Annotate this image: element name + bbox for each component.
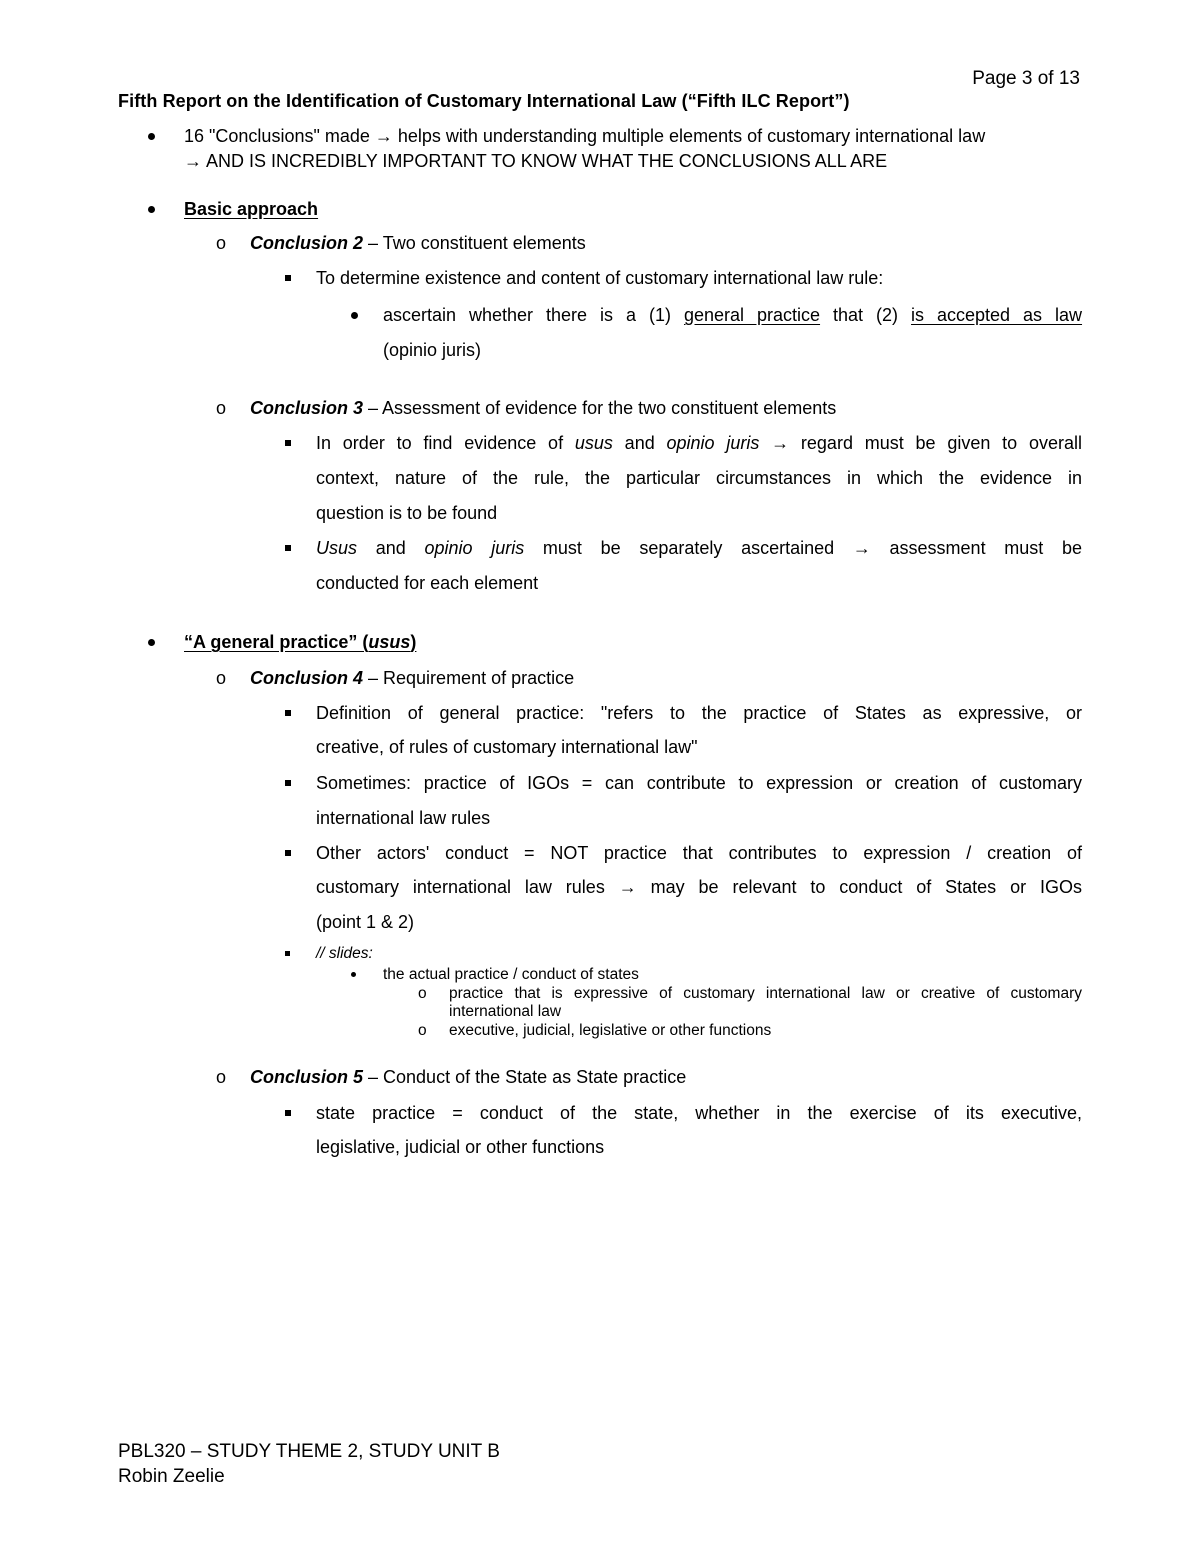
- text-part: ascertain whether there is a (1): [383, 305, 684, 325]
- conclusion-5-point-1-line-1: state practice = conduct of the state, whether in the exercise of its executive,: [316, 1103, 1082, 1123]
- footer-course: PBL320 – STUDY THEME 2, STUDY UNIT B: [118, 1441, 500, 1462]
- text-part: In order to find evidence of: [316, 433, 575, 453]
- conclusion-2-point-1: To determine existence and content of customary international law rule:: [316, 268, 884, 288]
- conclusion-4-label: Conclusion 4: [250, 668, 364, 688]
- text-part: → regard must be given to overall: [759, 433, 1082, 453]
- text-part: and: [357, 538, 425, 558]
- section-heading-basic-approach: Basic approach: [184, 199, 319, 219]
- conclusion-4-point-1-line-1: Definition of general practice: "refers to the practice of States as expressive, or: [316, 703, 1082, 723]
- section-heading-general-practice: [184, 632, 416, 653]
- slides-label: // slides:: [316, 945, 373, 962]
- bullet-dot-icon: [351, 972, 356, 977]
- opinio-juris-italic: opinio juris: [424, 538, 525, 558]
- conclusion-3-point-1-line-3: question is to be found: [316, 503, 498, 523]
- conclusion-2-subpoint-line-1: [383, 305, 1082, 326]
- intro-line-1: 16 "Conclusions" made → helps with understanding multiple elements of customary international law: [184, 126, 986, 146]
- slides-subpoint-2: executive, judicial, legislative or other functions: [449, 1022, 772, 1039]
- conclusion-4-point-2-line-1: Sometimes: practice of IGOs = can contribute to expression or creation of customary: [316, 773, 1082, 793]
- conclusion-5-label: Conclusion 5: [250, 1067, 364, 1087]
- square-bullet-icon: [285, 1110, 291, 1116]
- opinio-juris-italic: opinio juris: [666, 433, 760, 453]
- slides-item: the actual practice / conduct of states: [383, 966, 639, 983]
- conclusion-5-heading: [250, 1067, 686, 1088]
- square-bullet-icon: [285, 780, 291, 786]
- conclusion-4-point-2-line-2: international law rules: [316, 808, 491, 828]
- conclusion-5-title: – Conduct of the State as State practice: [363, 1067, 687, 1087]
- conclusion-2-heading: [250, 233, 586, 254]
- usus-italic: usus: [368, 632, 411, 652]
- page-number: Page 3 of 13: [972, 68, 1080, 89]
- square-bullet-icon: [285, 951, 290, 956]
- square-bullet-icon: [285, 850, 291, 856]
- accepted-as-law-underlined: is accepted as law: [911, 305, 1083, 325]
- circle-bullet-icon: o: [418, 985, 427, 1002]
- slides-subpoint-1-line-2: international law: [449, 1003, 562, 1020]
- circle-bullet-icon: o: [418, 1022, 427, 1039]
- square-bullet-icon: [285, 275, 291, 281]
- circle-bullet-icon: o: [216, 398, 227, 418]
- conclusion-3-label: Conclusion 3: [250, 398, 364, 418]
- conclusion-4-point-3-line-3: (point 1 & 2): [316, 912, 415, 932]
- circle-bullet-icon: o: [216, 233, 227, 253]
- conclusion-3-title: – Assessment of evidence for the two constituent elements: [363, 398, 837, 418]
- text-part: “A general practice” (: [184, 632, 369, 652]
- conclusion-3-point-2-line-1: [316, 538, 1082, 559]
- intro-line-2: → AND IS INCREDIBLY IMPORTANT TO KNOW WHAT THE CONCLUSIONS ALL ARE: [184, 151, 888, 171]
- conclusion-4-point-3-line-2: customary international law rules → may be relevant to conduct of States or IGOs: [316, 877, 1082, 897]
- conclusion-4-title: – Requirement of practice: [363, 668, 575, 688]
- slides-subpoint-1-line-1: practice that is expressive of customary international law or creative of customary: [449, 985, 1082, 1002]
- bullet-dot-icon: [351, 312, 358, 319]
- conclusion-4-point-3-line-1: Other actors' conduct = NOT practice that contributes to expression / creation of: [316, 843, 1082, 863]
- conclusion-2-title: – Two constituent elements: [363, 233, 586, 253]
- text-part: ): [410, 632, 417, 652]
- text-part: that (2): [820, 305, 912, 325]
- conclusion-4-heading: [250, 668, 574, 689]
- square-bullet-icon: [285, 440, 291, 446]
- conclusion-3-point-1-line-1: [316, 433, 1082, 454]
- text-part: and: [612, 433, 667, 453]
- conclusion-2-subpoint-line-2: (opinio juris): [383, 340, 482, 360]
- conclusion-5-point-1-line-2: legislative, judicial or other functions: [316, 1137, 605, 1157]
- usus-italic: usus: [574, 433, 613, 453]
- conclusion-4-point-1-line-2: creative, of rules of customary international law": [316, 737, 698, 757]
- bullet-dot-icon: [148, 639, 155, 646]
- circle-bullet-icon: o: [216, 1067, 227, 1087]
- conclusion-3-point-1-line-2: context, nature of the rule, the particular circumstances in which the evidence in: [316, 468, 1082, 488]
- square-bullet-icon: [285, 710, 291, 716]
- conclusion-2-label: Conclusion 2: [250, 233, 364, 253]
- bullet-dot-icon: [148, 206, 155, 213]
- text-part: must be separately ascertained → assessment must be: [524, 538, 1082, 558]
- footer-author: Robin Zeelie: [118, 1466, 225, 1487]
- usus-italic: Usus: [316, 538, 358, 558]
- bullet-dot-icon: [148, 133, 155, 140]
- general-practice-underlined: general practice: [683, 305, 821, 325]
- conclusion-3-heading: [250, 398, 836, 419]
- circle-bullet-icon: o: [216, 668, 227, 688]
- conclusion-3-point-2-line-2: conducted for each element: [316, 573, 539, 593]
- document-title: Fifth Report on the Identification of Customary International Law (“Fifth ILC Report”): [118, 91, 850, 111]
- square-bullet-icon: [285, 545, 291, 551]
